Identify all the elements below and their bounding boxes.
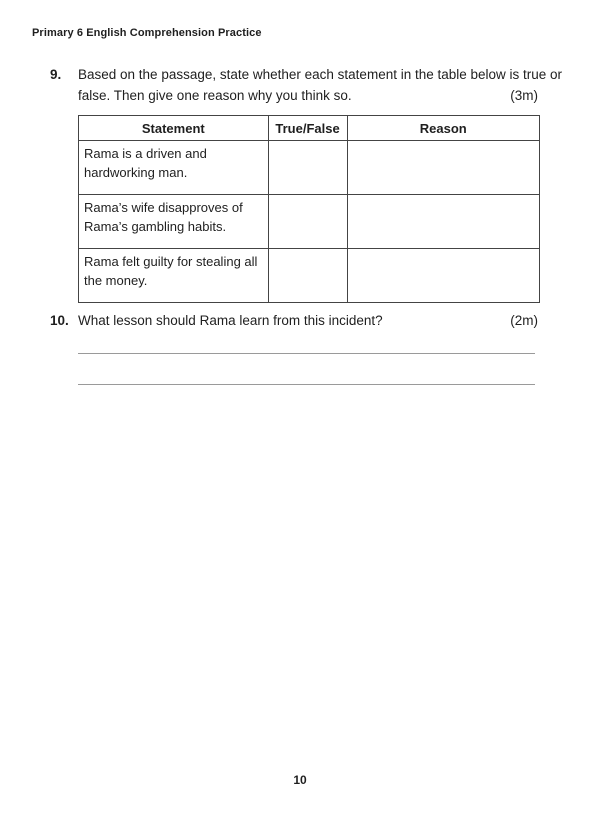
question-9-text-line1: Based on the passage, state whether each statement in the table below is true or bbox=[78, 67, 563, 82]
true-false-table bbox=[78, 115, 540, 303]
statement-cell: Rama’s wife disapproves of Rama’s gambling habits. bbox=[79, 195, 269, 249]
table-row bbox=[79, 249, 540, 303]
reason-answer-cell[interactable] bbox=[347, 249, 539, 303]
question-9-marks: (3m) bbox=[510, 88, 538, 103]
statement-cell: Rama felt guilty for stealing all the money. bbox=[79, 249, 269, 303]
reason-answer-cell[interactable] bbox=[347, 141, 539, 195]
statement-cell: Rama is a driven and hardworking man. bbox=[79, 141, 269, 195]
true-false-answer-cell[interactable] bbox=[268, 195, 347, 249]
question-9-text-line2: false. Then give one reason why you think so. bbox=[78, 88, 352, 103]
answer-line-2[interactable] bbox=[78, 384, 535, 385]
true-false-answer-cell[interactable] bbox=[268, 141, 347, 195]
question-10-number: 10. bbox=[50, 313, 69, 328]
table-row bbox=[79, 195, 540, 249]
header-true-false: True/False bbox=[268, 116, 347, 141]
header-reason: Reason bbox=[347, 116, 539, 141]
page-header-title: Primary 6 English Comprehension Practice bbox=[32, 27, 262, 39]
question-10-text: What lesson should Rama learn from this incident? bbox=[78, 313, 383, 328]
true-false-answer-cell[interactable] bbox=[268, 249, 347, 303]
question-10-marks: (2m) bbox=[510, 313, 538, 328]
answer-line-1[interactable] bbox=[78, 353, 535, 354]
table-row bbox=[79, 141, 540, 195]
page-number: 10 bbox=[293, 773, 307, 787]
table-header-row bbox=[79, 116, 540, 141]
header-statement: Statement bbox=[79, 116, 269, 141]
reason-answer-cell[interactable] bbox=[347, 195, 539, 249]
question-9-number: 9. bbox=[50, 67, 62, 82]
